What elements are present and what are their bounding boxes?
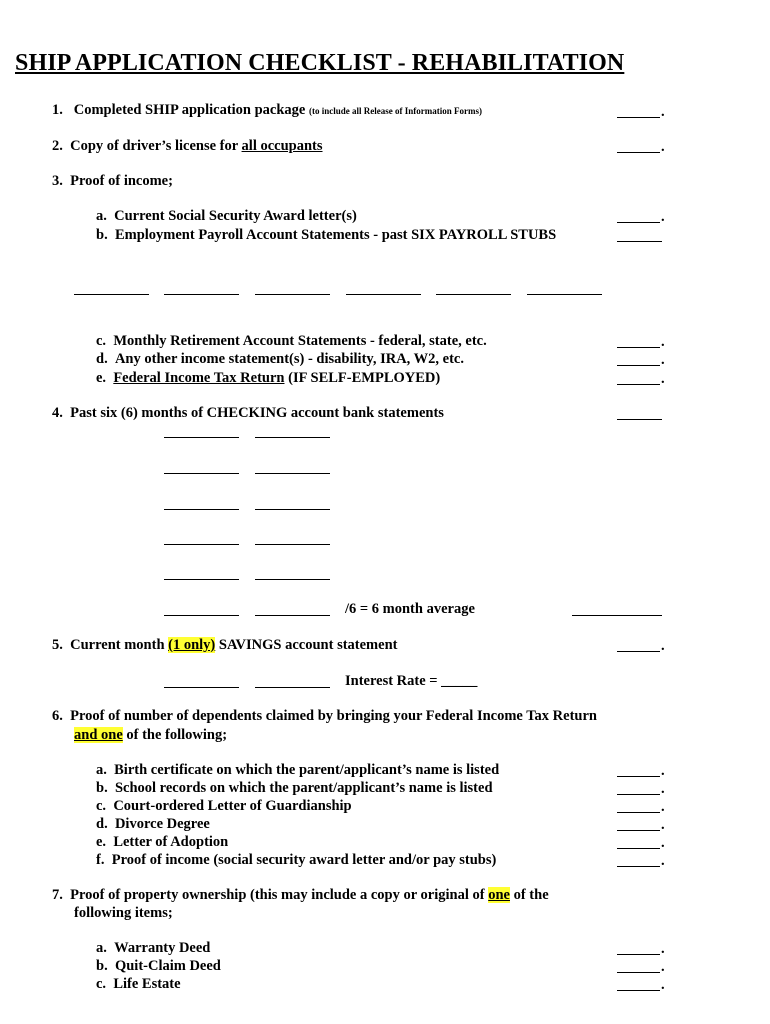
check-line[interactable]: [617, 222, 660, 223]
sub-text: (IF SELF-EMPLOYED): [284, 370, 441, 386]
item-6-line2: [74, 727, 227, 744]
sub-letter: c.: [96, 976, 107, 992]
check-dot: .: [661, 817, 665, 833]
check-dot: .: [661, 941, 665, 957]
item-number: 7.: [52, 887, 63, 903]
sub-letter: b.: [96, 958, 108, 974]
check-line[interactable]: [617, 651, 660, 652]
sub-letter: b.: [96, 780, 108, 796]
check-line[interactable]: [617, 990, 660, 991]
checking-blank[interactable]: [255, 615, 330, 616]
checking-blank[interactable]: [164, 544, 239, 545]
item-6a: [96, 762, 499, 779]
item-4: [52, 405, 444, 422]
checking-blank[interactable]: [255, 437, 330, 438]
item-text: SAVINGS account statement: [215, 637, 398, 653]
sub-letter: d.: [96, 351, 108, 367]
checking-blank[interactable]: [164, 437, 239, 438]
item-7a: [96, 940, 210, 957]
item-3a: [96, 208, 357, 225]
item-number: 5.: [52, 637, 63, 653]
sub-text: Proof of income (social security award letter and/or pay stubs): [111, 852, 497, 868]
check-dot: .: [661, 959, 665, 975]
check-line[interactable]: [617, 776, 660, 777]
interest-rate-label: Interest Rate = _____: [345, 673, 478, 689]
item-6c: [96, 798, 352, 815]
check-dot: .: [661, 334, 665, 350]
sub-text: Birth certificate on which the parent/applicant’s name is listed: [114, 762, 500, 778]
check-line[interactable]: [617, 812, 660, 813]
item-text: Copy of driver’s license for: [70, 138, 242, 154]
item-text: of the: [509, 887, 549, 903]
checking-blank[interactable]: [255, 509, 330, 510]
item-5: [52, 637, 397, 654]
sub-text: Court-ordered Letter of Guardianship: [113, 798, 352, 814]
paystub-blank[interactable]: [255, 294, 330, 295]
paystub-blank[interactable]: [74, 294, 149, 295]
check-line[interactable]: [617, 365, 660, 366]
item-7: [52, 887, 549, 904]
savings-blank[interactable]: [164, 687, 239, 688]
sub-text: Employment Payroll Account Statements - past SIX PAYROLL STUBS: [114, 227, 557, 243]
sub-letter: b.: [96, 227, 108, 243]
check-dot: .: [661, 835, 665, 851]
item-text: Proof of income;: [70, 173, 173, 189]
sub-text: Quit-Claim Deed: [114, 958, 221, 974]
item-6f: [96, 852, 496, 869]
item-6: [52, 708, 597, 725]
checking-blank[interactable]: [255, 544, 330, 545]
check-line[interactable]: [617, 152, 660, 153]
sub-letter: e.: [96, 370, 107, 386]
page-title: SHIP APPLICATION CHECKLIST - REHABILITATION: [15, 50, 625, 76]
check-dot: .: [661, 781, 665, 797]
item-text-highlight: and one: [74, 727, 123, 743]
check-line[interactable]: [617, 419, 662, 420]
check-dot: .: [661, 371, 665, 387]
item-note: (to include all Release of Information Forms): [309, 106, 482, 116]
item-text-highlight: (1 only): [168, 637, 216, 653]
item-text-highlight: one: [488, 887, 510, 903]
check-line[interactable]: [617, 384, 660, 385]
item-text: Completed SHIP application package: [73, 102, 306, 118]
item-text: Current month: [70, 637, 169, 653]
item-3b: [96, 227, 556, 244]
item-text-underlined: all occupants: [241, 138, 323, 154]
item-6e: [96, 834, 228, 851]
item-number: 1.: [52, 102, 63, 118]
sub-letter: a.: [96, 762, 107, 778]
check-dot: .: [661, 977, 665, 993]
sub-text: Divorce Degree: [114, 816, 210, 832]
item-text: Past six (6) months of CHECKING account bank statements: [70, 405, 444, 421]
item-3c: [96, 333, 487, 350]
paystub-blank[interactable]: [346, 294, 421, 295]
checking-blank[interactable]: [164, 473, 239, 474]
sub-letter: d.: [96, 816, 108, 832]
sub-text: Letter of Adoption: [113, 834, 229, 850]
checking-blank[interactable]: [164, 615, 239, 616]
item-6b: [96, 780, 493, 797]
item-text: of the following;: [122, 727, 228, 743]
item-3d: [96, 351, 464, 368]
sub-text: Any other income statement(s) - disability, IRA, W2, etc.: [114, 351, 464, 367]
item-6d: [96, 816, 210, 833]
paystub-blank[interactable]: [436, 294, 511, 295]
sub-letter: f.: [96, 852, 105, 868]
item-number: 4.: [52, 405, 63, 421]
checking-blank[interactable]: [164, 579, 239, 580]
average-label: /6 = 6 month average: [345, 601, 475, 617]
sub-text: Life Estate: [113, 976, 181, 992]
item-number: 3.: [52, 173, 63, 189]
sub-letter: a.: [96, 940, 107, 956]
sub-text: Current Social Security Award letter(s): [114, 208, 357, 224]
average-blank[interactable]: [572, 615, 662, 616]
check-dot: .: [661, 209, 665, 225]
sub-letter: c.: [96, 798, 107, 814]
check-dot: .: [661, 352, 665, 368]
check-dot: .: [661, 139, 665, 155]
item-7-line2: following items;: [74, 905, 173, 921]
item-3e: [96, 370, 440, 387]
check-line[interactable]: [617, 848, 660, 849]
sub-text: Monthly Retirement Account Statements - federal, state, etc.: [113, 333, 487, 349]
check-dot: .: [661, 799, 665, 815]
check-line[interactable]: [617, 117, 660, 118]
check-line[interactable]: [617, 347, 660, 348]
item-7b: [96, 958, 221, 975]
item-1: [52, 102, 482, 119]
item-3: [52, 173, 173, 190]
checking-blank[interactable]: [255, 579, 330, 580]
sub-letter: c.: [96, 333, 107, 349]
item-text: Proof of property ownership (this may include a copy or original of: [70, 887, 489, 903]
savings-blank[interactable]: [255, 687, 330, 688]
sub-text: School records on which the parent/applicant’s name is listed: [114, 780, 493, 796]
check-line[interactable]: [617, 972, 660, 973]
paystub-blank[interactable]: [527, 294, 602, 295]
sub-text: Warranty Deed: [114, 940, 211, 956]
check-line[interactable]: [617, 241, 662, 242]
checking-blank[interactable]: [164, 509, 239, 510]
check-line[interactable]: [617, 954, 660, 955]
check-line[interactable]: [617, 794, 660, 795]
sub-text-underlined: Federal Income Tax Return: [113, 370, 285, 386]
paystub-blank[interactable]: [164, 294, 239, 295]
item-2: [52, 138, 323, 155]
check-dot: .: [661, 104, 665, 120]
check-dot: .: [661, 763, 665, 779]
checking-blank[interactable]: [255, 473, 330, 474]
item-7c: [96, 976, 181, 993]
check-dot: .: [661, 853, 665, 869]
sub-letter: a.: [96, 208, 107, 224]
check-line[interactable]: [617, 830, 660, 831]
sub-letter: e.: [96, 834, 107, 850]
item-text: Proof of number of dependents claimed by bringing your Federal Income Tax Return: [70, 708, 597, 724]
item-number: 6.: [52, 708, 63, 724]
check-line[interactable]: [617, 866, 660, 867]
item-number: 2.: [52, 138, 63, 154]
check-dot: .: [661, 638, 665, 654]
